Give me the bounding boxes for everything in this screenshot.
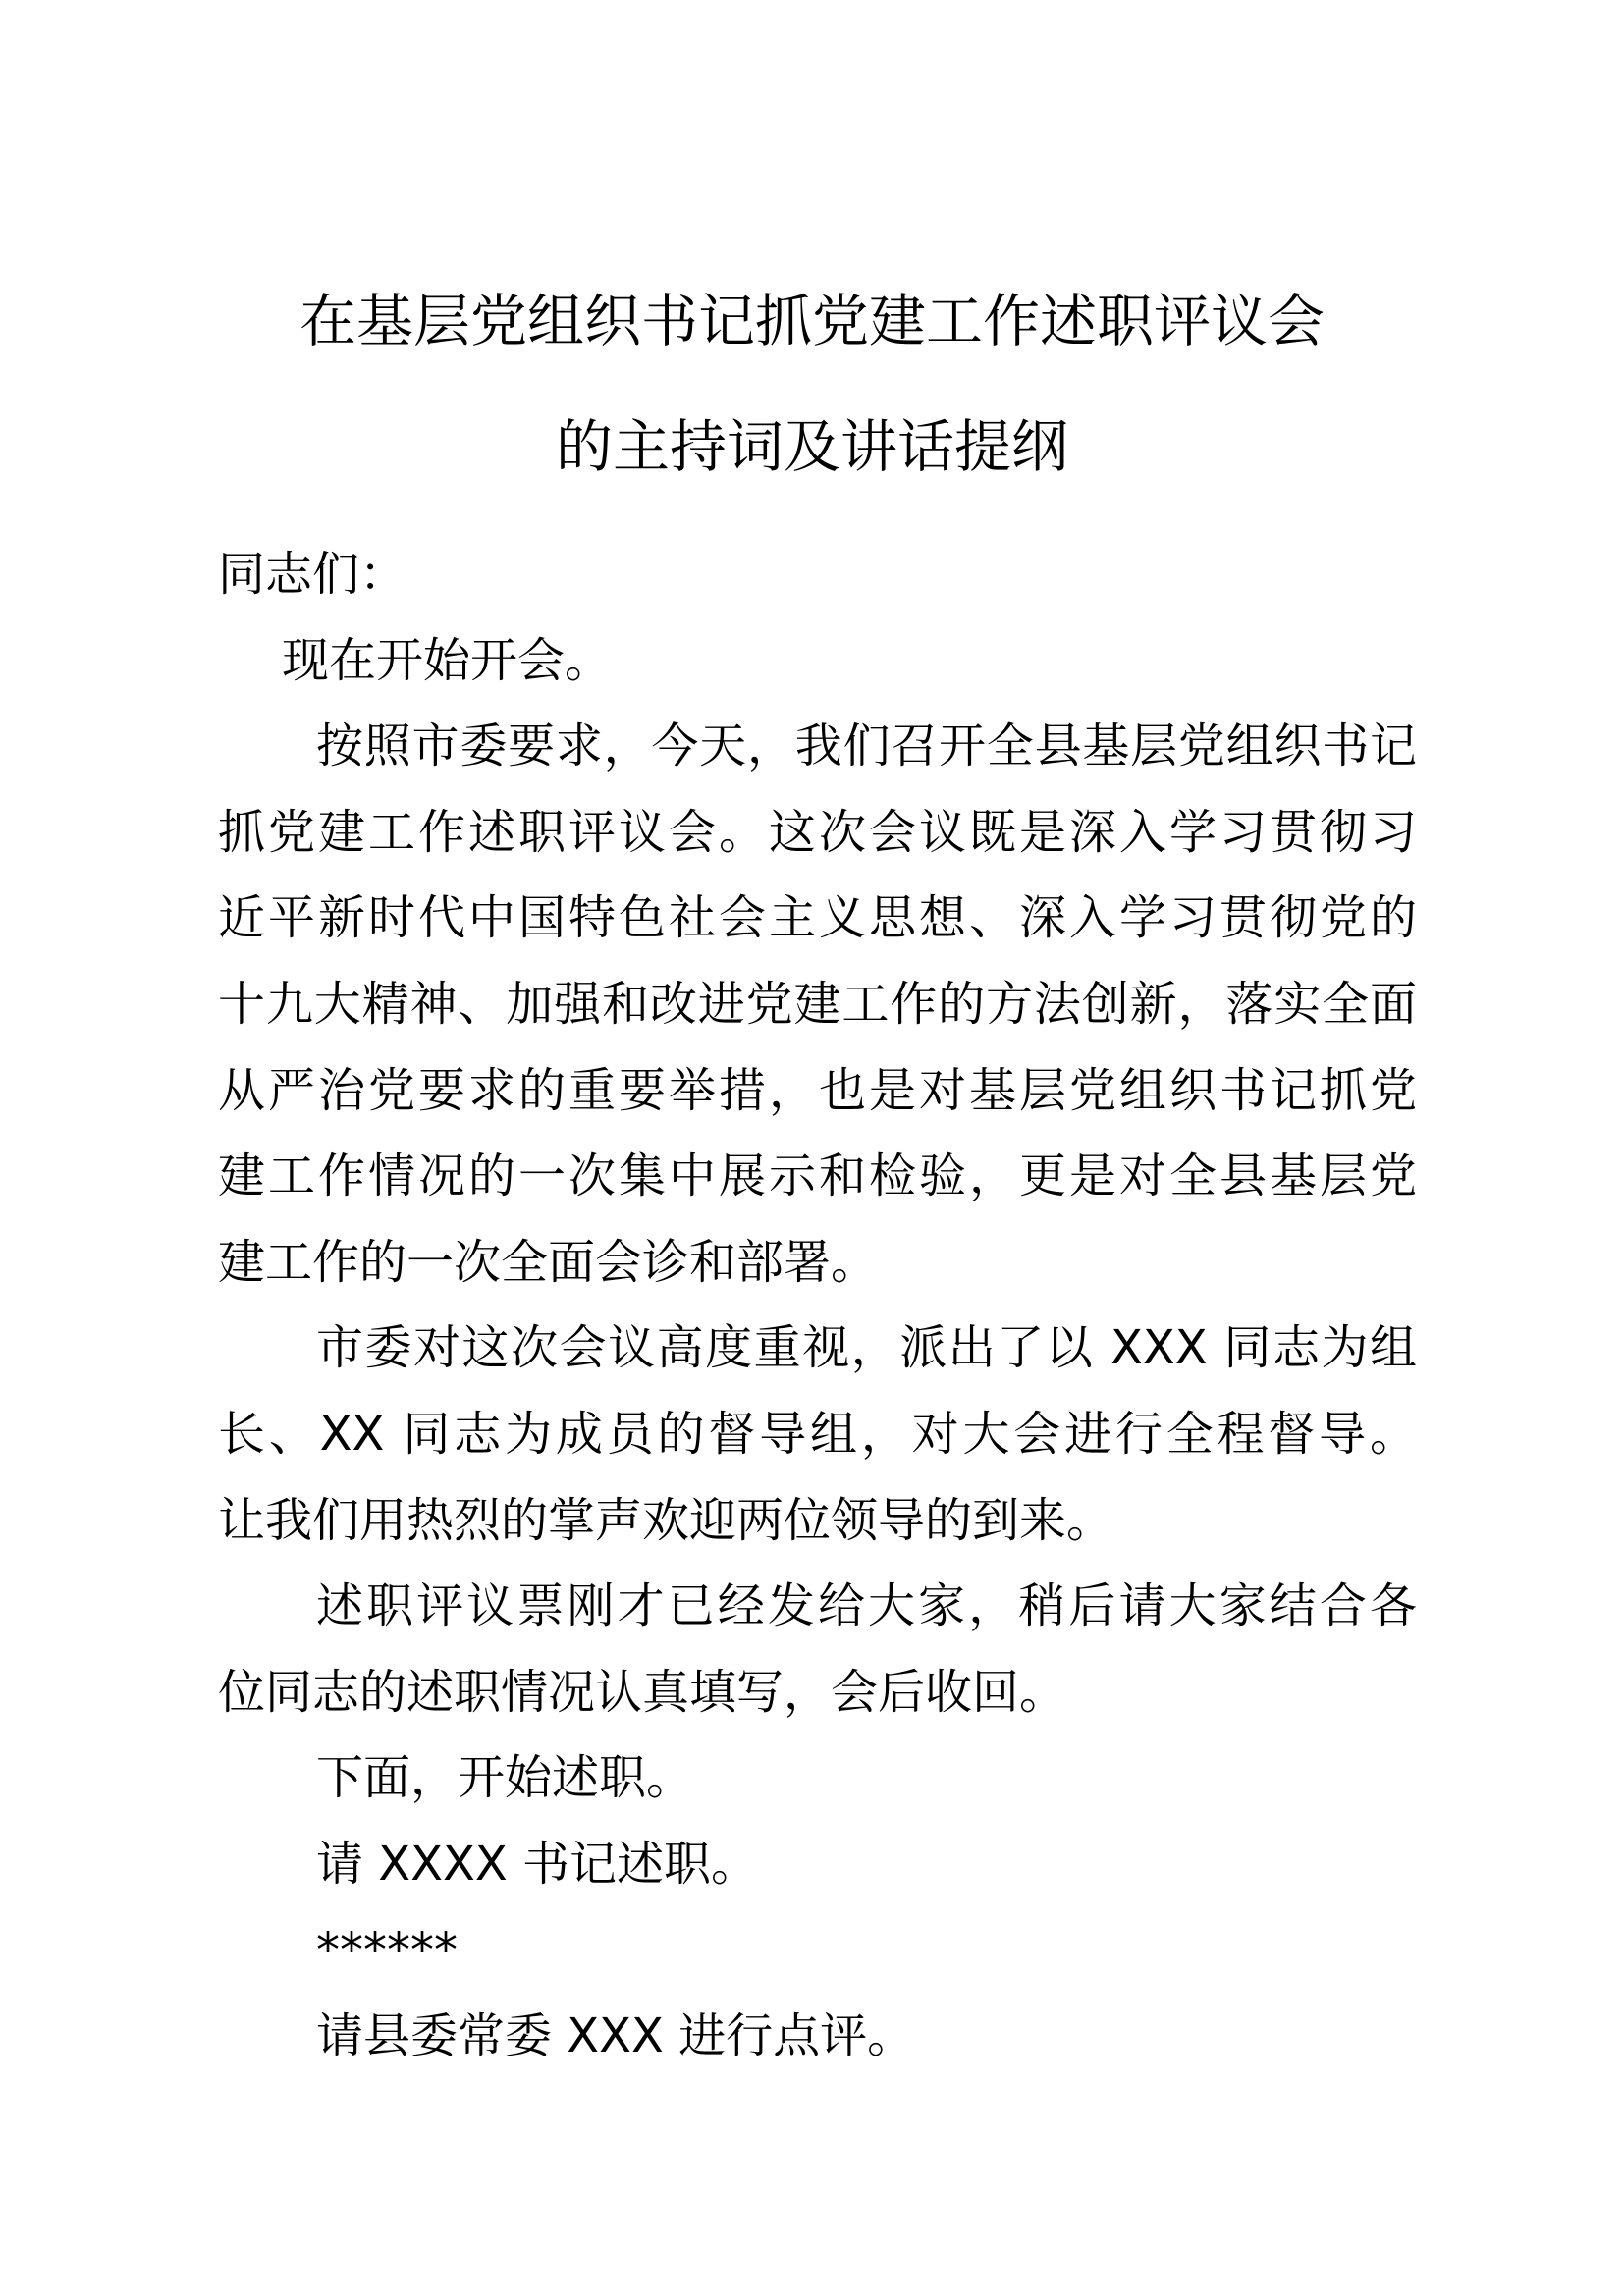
text-line: 十九大精神、加强和改进党建工作的方法创新，落实全面 (218, 977, 1417, 1032)
text-line: 现在开始开会。 (282, 632, 613, 688)
text-line: 请县委常委 XXX 进行点评。 (316, 2008, 915, 2064)
text-line: 建工作情况的一次集中展示和检验，更是对全县基层党 (218, 1148, 1417, 1204)
text-line: 述职评议票刚才已经发给大家，稍后请大家结合各 (316, 1578, 1417, 1634)
text-line: 市委对这次会议高度重视，派出了以 XXX 同志为组 (316, 1320, 1417, 1376)
text-line: 建工作的一次全面会诊和部署。 (218, 1234, 879, 1290)
text-line: 同志们： (218, 547, 407, 602)
text-line: 长、XX 同志为成员的督导组，对大会进行全程督导。 (218, 1407, 1417, 1462)
text-line: 请 XXXX 书记述职。 (316, 1837, 759, 1892)
text-line: 从严治党要求的重要举措，也是对基层党组织书记抓党 (218, 1062, 1417, 1118)
text-line: 抓党建工作述职评议会。这次会议既是深入学习贯彻习 (218, 804, 1417, 860)
text-line: ****** (316, 1922, 458, 1978)
text-line: 下面，开始述职。 (316, 1750, 694, 1806)
text-line: 位同志的述职情况认真填写，会后收回。 (218, 1664, 1067, 1720)
document-title-line-1: 在基层党组织书记抓党建工作述职评议会 (298, 288, 1325, 354)
text-line: 近平新时代中国特色社会主义思想、深入学习贯彻党的 (218, 890, 1417, 946)
text-line: 按照市委要求，今天，我们召开全县基层党组织书记 (316, 719, 1417, 774)
document-title-line-2: 的主持词及讲话提纲 (555, 413, 1068, 480)
text-line: 让我们用热烈的掌声欢迎两位领导的到来。 (218, 1492, 1114, 1548)
